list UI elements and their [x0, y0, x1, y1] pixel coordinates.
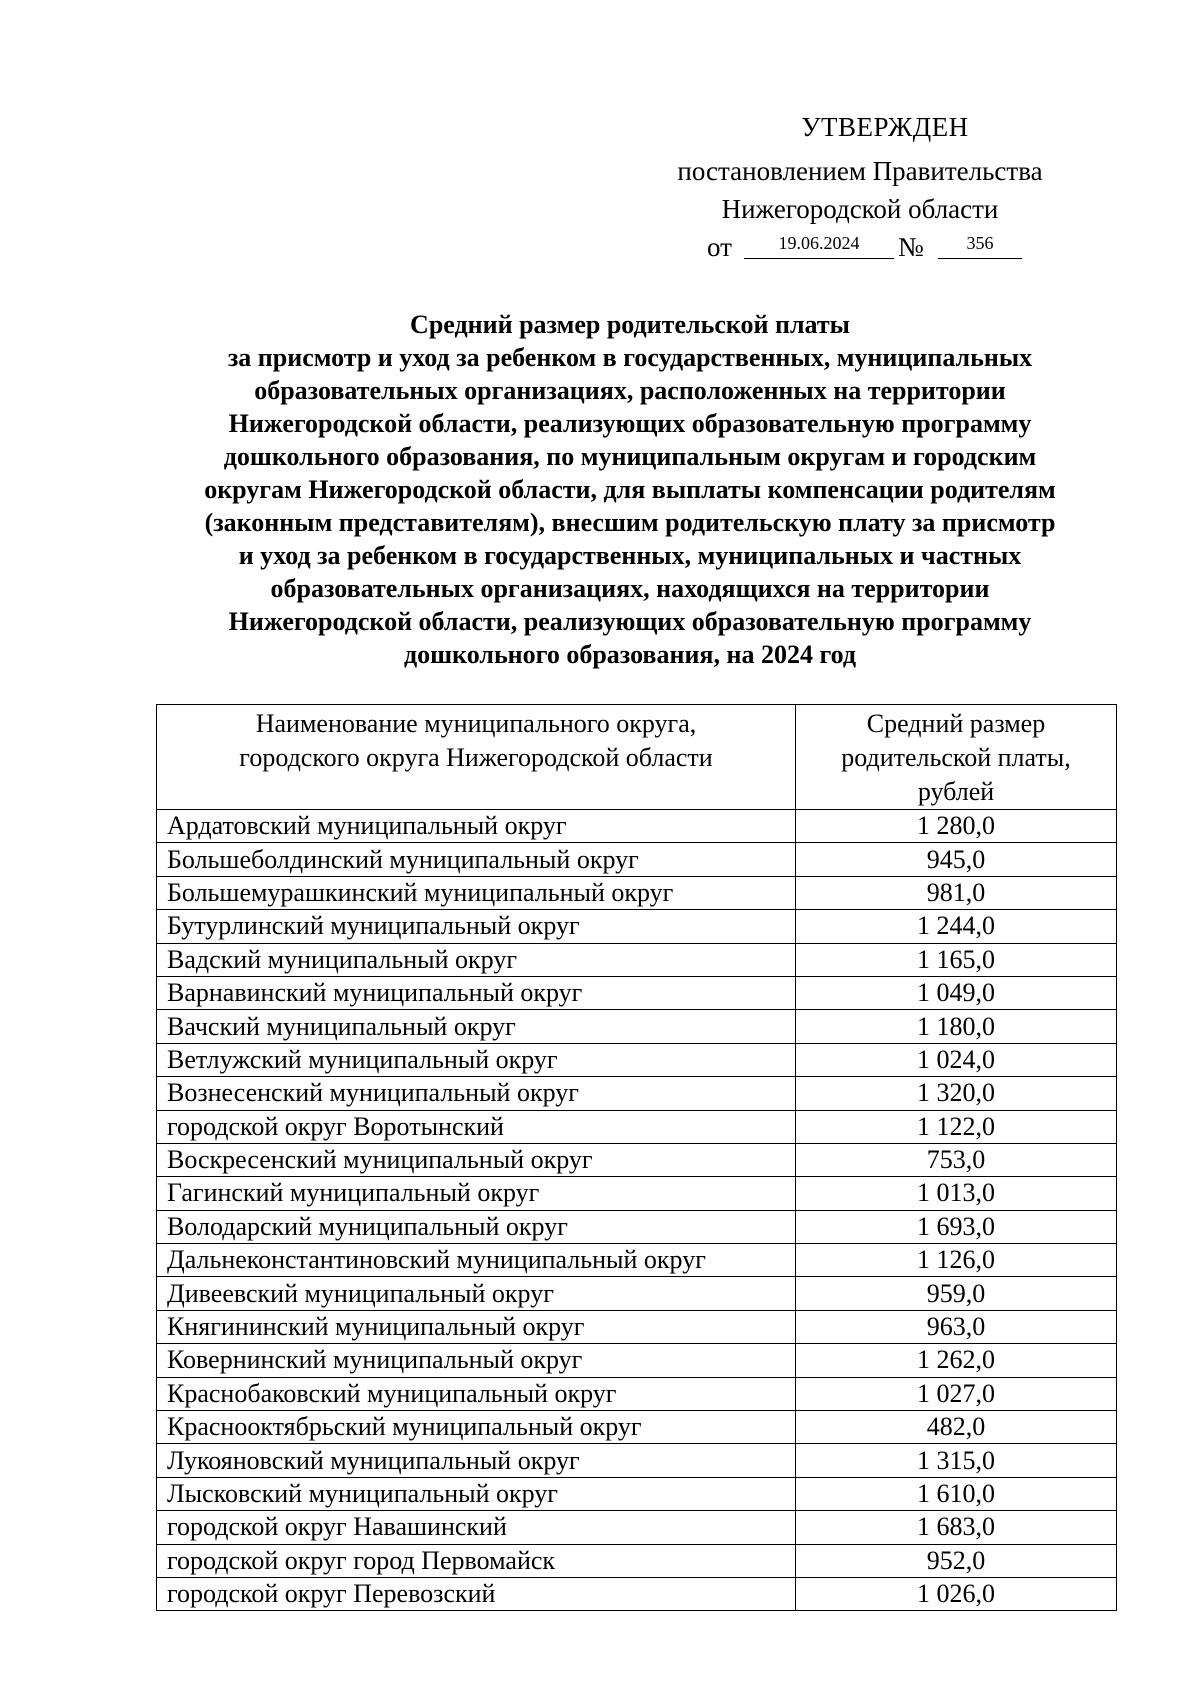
district-name-cell: Лысковский муниципальный округ — [157, 1477, 796, 1510]
number-sign: № — [898, 232, 924, 262]
approval-number: 356 — [938, 228, 1022, 259]
fee-value-cell: 1 693,0 — [796, 1210, 1117, 1243]
table-row — [157, 1310, 1117, 1343]
approval-line-2: Нижегородской области — [721, 194, 999, 224]
district-name-cell: Дальнеконстантиновский муниципальный округ — [157, 1244, 796, 1277]
fee-value-cell: 963,0 — [796, 1310, 1117, 1343]
district-name-cell: Ардатовский муниципальный округ — [157, 810, 796, 843]
table-row — [157, 1210, 1117, 1243]
title-line: образовательных организациях, расположенных на территории — [254, 376, 1006, 405]
district-name-cell: городской округ Воротынский — [157, 1110, 796, 1143]
district-name-cell: Краснооктябрьский муниципальный округ — [157, 1411, 796, 1444]
fee-value-cell: 952,0 — [796, 1544, 1117, 1577]
district-name-cell: Дивеевский муниципальный округ — [157, 1277, 796, 1310]
fee-value-cell: 1 027,0 — [796, 1377, 1117, 1410]
title-line: округам Нижегородской области, для выплаты компенсации родителям — [204, 475, 1056, 504]
table-row — [157, 1077, 1117, 1110]
table-row — [157, 1244, 1117, 1277]
district-name-cell: Большемурашкинский муниципальный округ — [157, 876, 796, 909]
fee-value-cell: 1 180,0 — [796, 1010, 1117, 1043]
table-row — [157, 1043, 1117, 1076]
column-header-name-line: Наименование муниципального округа, — [255, 709, 697, 738]
title-line: Нижегородской области, реализующих образовательную программу — [228, 409, 1032, 438]
district-name-cell: Княгининский муниципальный округ — [157, 1310, 796, 1343]
district-name-cell: Бутурлинский муниципальный округ — [157, 910, 796, 943]
district-name-cell: городской округ город Первомайск — [157, 1544, 796, 1577]
district-name-cell: Вознесенский муниципальный округ — [157, 1077, 796, 1110]
title-line: Средний размер родительской платы — [410, 310, 850, 339]
fee-value-cell: 959,0 — [796, 1277, 1117, 1310]
fee-value-cell: 1 013,0 — [796, 1177, 1117, 1210]
fee-value-cell: 482,0 — [796, 1411, 1117, 1444]
approval-line-1: постановлением Правительства — [677, 156, 1043, 186]
title-line: образовательных организациях, находящихся на территории — [270, 574, 990, 603]
column-header-name — [157, 705, 796, 810]
fee-value-cell: 981,0 — [796, 876, 1117, 909]
district-name-cell: Ковернинский муниципальный округ — [157, 1344, 796, 1377]
table-row — [157, 976, 1117, 1009]
fee-value-cell: 1 683,0 — [796, 1511, 1117, 1544]
table-row — [157, 1544, 1117, 1577]
table-row — [157, 1110, 1117, 1143]
district-name-cell: Гагинский муниципальный округ — [157, 1177, 796, 1210]
table-row — [157, 1511, 1117, 1544]
title-line: дошкольного образования, по муниципальным округам и городским — [223, 442, 1037, 471]
title-line: (законным представителям), внесшим родительскую плату за присмотр — [204, 508, 1056, 537]
fee-value-cell: 1 244,0 — [796, 910, 1117, 943]
district-name-cell: Лукояновский муниципальный округ — [157, 1444, 796, 1477]
district-name-cell: Варнавинский муниципальный округ — [157, 976, 796, 1009]
approval-date-number-line — [640, 228, 1080, 266]
table-row — [157, 1010, 1117, 1043]
approval-date: 19.06.2024 — [744, 228, 894, 259]
column-header-value — [796, 705, 1117, 810]
table-row — [157, 876, 1117, 909]
title-line: дошкольного образования, на 2024 год — [403, 640, 857, 669]
column-header-value-line: рублей — [917, 777, 995, 806]
fee-value-cell: 753,0 — [796, 1143, 1117, 1176]
district-name-cell: Воскресенский муниципальный округ — [157, 1143, 796, 1176]
table-row — [157, 1477, 1117, 1510]
approved-heading: УТВЕРЖДЕН — [801, 112, 969, 142]
fee-value-cell: 1 165,0 — [796, 943, 1117, 976]
column-header-value-line: родительской платы, — [841, 743, 1071, 772]
column-header-name-line: городского округа Нижегородской области — [239, 743, 713, 772]
table-row — [157, 810, 1117, 843]
district-name-cell: Володарский муниципальный округ — [157, 1210, 796, 1243]
district-name-cell: Ветлужский муниципальный округ — [157, 1043, 796, 1076]
fee-table — [156, 704, 1117, 1611]
table-row — [157, 1277, 1117, 1310]
table-header-row — [157, 705, 1117, 810]
district-name-cell: Вадский муниципальный округ — [157, 943, 796, 976]
table-row — [157, 1411, 1117, 1444]
table-row — [157, 1577, 1117, 1610]
approval-block — [640, 108, 1080, 266]
fee-value-cell: 1 262,0 — [796, 1344, 1117, 1377]
fee-value-cell: 1 024,0 — [796, 1043, 1117, 1076]
date-prefix: от — [707, 232, 732, 262]
title-line: за присмотр и уход за ребенком в государственных, муниципальных — [227, 343, 1033, 372]
title-line: и уход за ребенком в государственных, муниципальных и частных — [238, 541, 1022, 570]
column-header-value-line: Средний размер — [866, 709, 1046, 738]
fee-value-cell: 1 315,0 — [796, 1444, 1117, 1477]
fee-value-cell: 1 126,0 — [796, 1244, 1117, 1277]
district-name-cell: городской округ Перевозский — [157, 1577, 796, 1610]
fee-value-cell: 1 280,0 — [796, 810, 1117, 843]
title-line: Нижегородской области, реализующих образовательную программу — [228, 607, 1032, 636]
table-row — [157, 1444, 1117, 1477]
fee-value-cell: 1 610,0 — [796, 1477, 1117, 1510]
fee-value-cell: 1 320,0 — [796, 1077, 1117, 1110]
fee-value-cell: 1 122,0 — [796, 1110, 1117, 1143]
district-name-cell: Краснобаковский муниципальный округ — [157, 1377, 796, 1410]
district-name-cell: Вачский муниципальный округ — [157, 1010, 796, 1043]
table-row — [157, 1377, 1117, 1410]
district-name-cell: городской округ Навашинский — [157, 1511, 796, 1544]
table-row — [157, 1344, 1117, 1377]
district-name-cell: Большеболдинский муниципальный округ — [157, 843, 796, 876]
table-row — [157, 943, 1117, 976]
fee-value-cell: 1 049,0 — [796, 976, 1117, 1009]
table-row — [157, 910, 1117, 943]
document-title — [150, 308, 1110, 671]
table-row — [157, 843, 1117, 876]
table-body — [157, 810, 1117, 1611]
table-row — [157, 1177, 1117, 1210]
table-row — [157, 1143, 1117, 1176]
fee-value-cell: 945,0 — [796, 843, 1117, 876]
fee-value-cell: 1 026,0 — [796, 1577, 1117, 1610]
